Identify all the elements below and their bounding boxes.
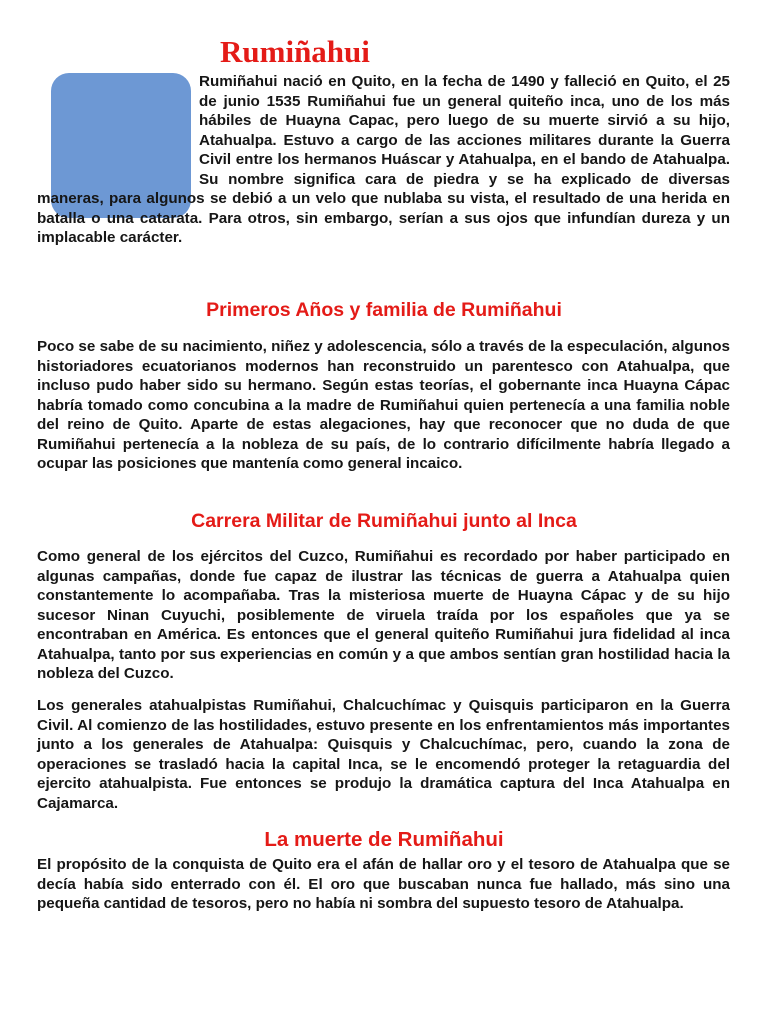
section-heading-early-years: Primeros Años y familia de Rumiñahui [206, 299, 562, 321]
section-paragraph-military-career-2: Los generales atahualpistas Rumiñahui, Chalcuchímac y Quisquis participaron en la Guerra Civil. Al comienzo de las hostilidades, estuvo presente en los enfrentamientos más importantes junto a los generales de Atahualpa: Quisquis y Chalcuchímac, pero, cuando la zona de operaciones se trasladó hacia la capital Inca, se le encomendó proteger la retaguardia del ejercito atahualpista. Fue entonces se produjo la dramática captura del Inca Atahualpa en Cajamarca. [37, 697, 730, 812]
intro-paragraph [37, 72, 730, 248]
section-paragraph-early-years: Poco se sabe de su nacimiento, niñez y adolescencia, sólo a través de la especulación, algunos historiadores ecuatorianos modernos han reconstruido un parentesco con Atahualpa, que incluso pudo haber sido su hermano. Según estas teorías, el gobernante inca Huayna Cápac habría tomado como concubina a la madre de Rumiñahui quien pertenecía a una familia noble del reino de Quito. Aparte de estas alegaciones, hay que reconocer que no duda de que Rumiñahui pertenecía a la nobleza de su país, de lo contrario difícilmente habría llegado a ocupar las posiciones que mantenía como general incaico. [37, 338, 730, 472]
section-paragraph-death: El propósito de la conquista de Quito era el afán de hallar oro y el tesoro de Atahualpa que se decía había sido enterrado con él. El oro que buscaban nunca fue hallado, más sino una pequeña cantidad de tesoros, pero no había ni sombra del supuesto tesoro de Atahualpa. [37, 856, 730, 912]
page-title: Rumiñahui [220, 34, 370, 69]
image-wrap-spacer [37, 72, 199, 189]
section-heading-death: La muerte de Rumiñahui [264, 828, 504, 851]
section-heading-military-career: Carrera Militar de Rumiñahui junto al Inca [191, 510, 577, 532]
section-paragraph-military-career-1: Como general de los ejércitos del Cuzco, Rumiñahui es recordado por haber participado en algunas campañas, donde fue capaz de ilustrar las técnicas de guerra a Atahualpa quien constantemente lo acompañaba. Tras la misteriosa muerte de Huayna Cápac y de su hijo sucesor Ninan Cuyuchi, posiblemente de viruela traída por los españoles que ya se encontraban en América. Es entonces que el general quiteño Rumiñahui jura fidelidad al inca Atahualpa, tanto por sus experiencias en común y a que ambos sentían gran hostilidad hacia la nobleza del Cuzco. [37, 548, 730, 682]
intro-text: Rumiñahui nació en Quito, en la fecha de 1490 y falleció en Quito, el 25 de junio 1535 Rumiñahui fue un general quiteño inca, uno de los más hábiles de Huayna Capac, pero luego de su muerte sirvió a su hijo, Atahualpa. Estuvo a cargo de las acciones militares durante la Guerra Civil entre los hermanos Huáscar y Atahualpa, en el bando de Atahualpa. Su nombre significa cara de piedra y se ha explicado de diversas maneras, para algunos se debió a un velo que nublaba su vista, el resultado de una herida en batalla o una catarata. Para otros, sin embargo, serían a sus ojos que infundían dureza y un implacable carácter. [37, 73, 730, 246]
